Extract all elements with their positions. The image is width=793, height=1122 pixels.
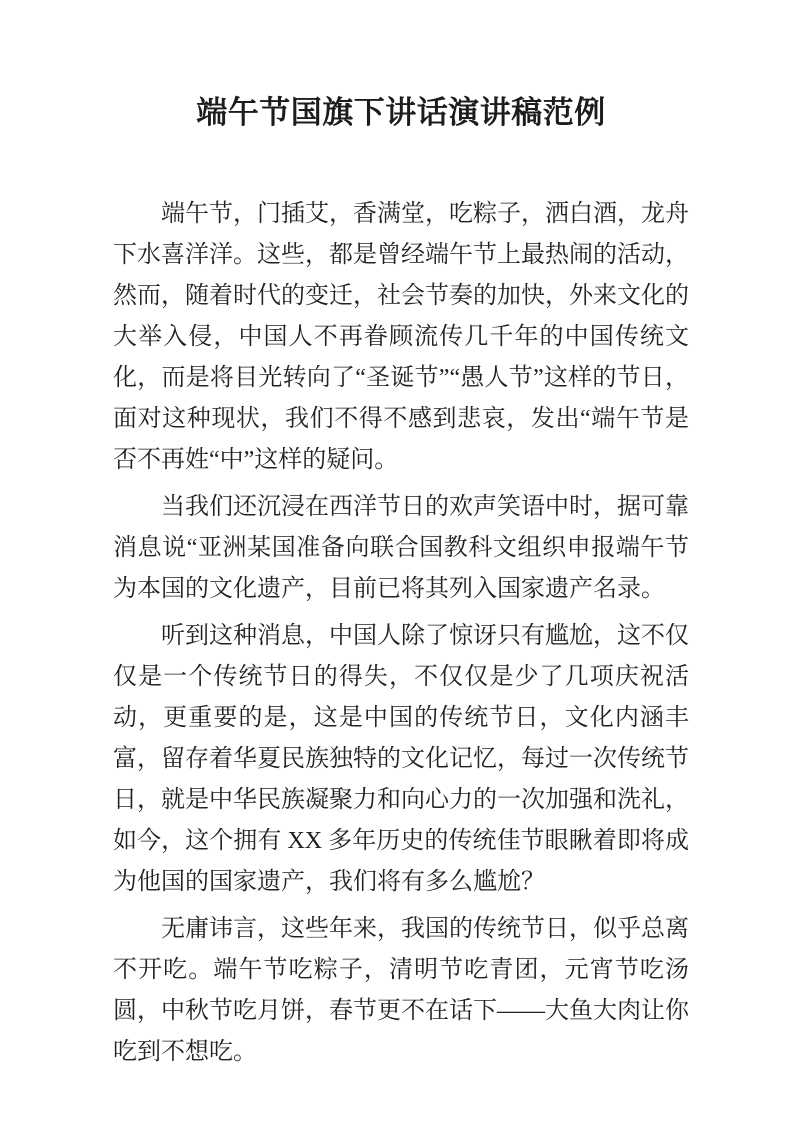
paragraph-3: 听到这种消息，中国人除了惊讶只有尴尬，这不仅仅是一个传统节日的得失，不仅仅是少了几项庆祝活动，更重要的是，这是中国的传统节日，文化内涵丰富，留存着华夏民族独特的文化记忆，每过一次传统节日，就是中华民族凝聚力和向心力的一次加强和洗礼，如今，这个拥有 XX 多年历史的传统佳节眼瞅着即将成为他国的国家遗产，我们将有多么尴尬？ xyxy=(113,623,689,895)
document-body xyxy=(113,194,689,1073)
document-title: 端午节国旗下讲话演讲稿范例 xyxy=(196,95,606,130)
paragraph-1: 端午节，门插艾，香满堂，吃粽子，洒白酒，龙舟下水喜洋洋。这些，都是曾经端午节上最热闹的活动，然而，随着时代的变迁，社会节奏的加快，外来文化的大举入侵，中国人不再眷顾流传几千年的中国传统文化，而是将目光转向了“圣诞节”“愚人节”这样的节日，面对这种现状，我们不得不感到悲哀，发出“端午节是否不再姓“中”这样的疑问。 xyxy=(113,201,689,473)
paragraph-2: 当我们还沉浸在西洋节日的欢声笑语中时，据可靠消息说“亚洲某国准备向联合国教科文组织申报端午节为本国的文化遗产，目前已将其列入国家遗产名录。 xyxy=(113,494,689,602)
paragraph-4: 无庸讳言，这些年来，我国的传统节日，似乎总离不开吃。端午节吃粽子，清明节吃青团，元宵节吃汤圆，中秋节吃月饼，春节更不在话下——大鱼大肉让你吃到不想吃。 xyxy=(113,916,689,1065)
